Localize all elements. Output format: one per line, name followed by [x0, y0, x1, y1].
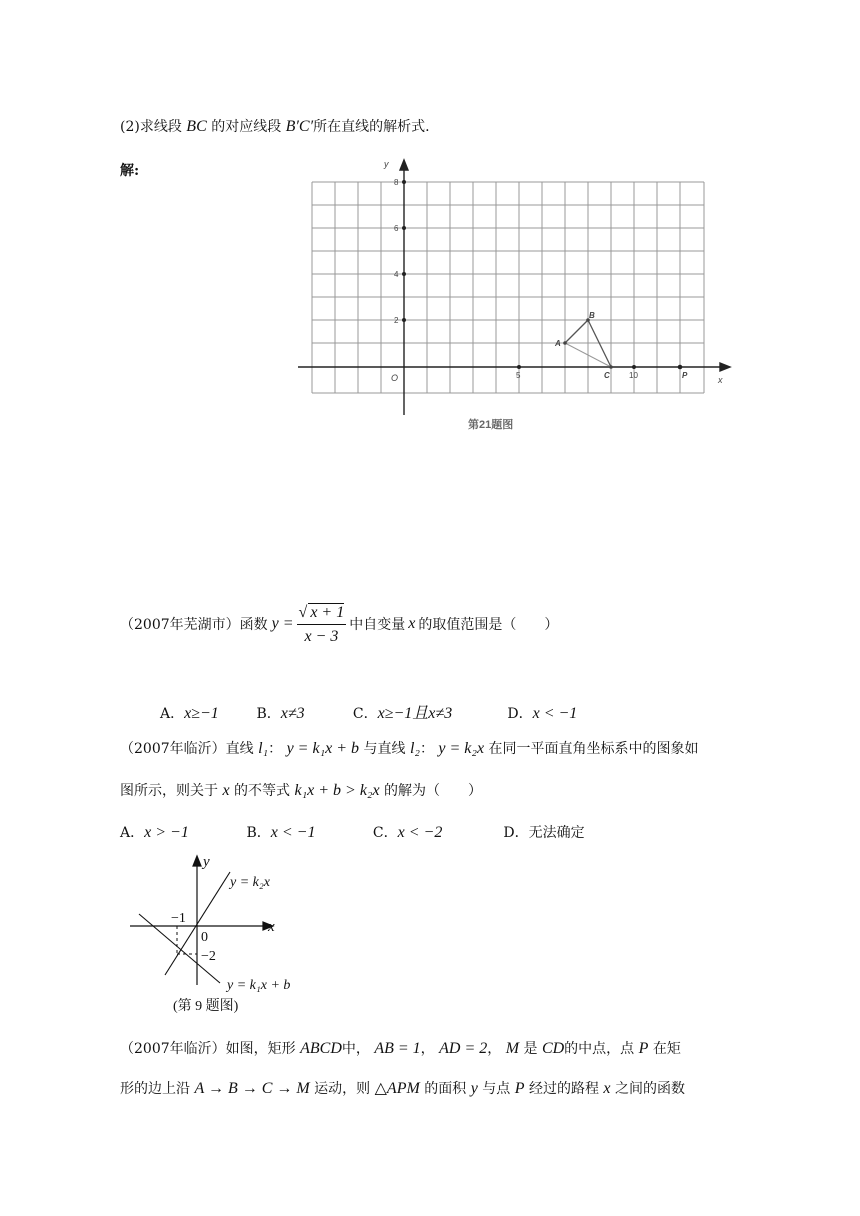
- text-segment: 是: [523, 1041, 538, 1057]
- option-c[interactable]: [373, 822, 499, 842]
- option-label: B．: [256, 706, 281, 722]
- text-segment: 与点: [482, 1081, 511, 1097]
- point-a-label: A: [555, 339, 561, 348]
- figure-caption: (第 9 题图): [173, 999, 239, 1014]
- question-linyi-1-line2: [120, 780, 482, 800]
- question-linyi-2-line2: [120, 1078, 685, 1098]
- text-segment: 运动，则: [314, 1081, 371, 1097]
- option-b[interactable]: [246, 822, 368, 842]
- text-segment: 形的边上沿: [120, 1081, 190, 1097]
- inequality: k₁x + b > k₂x: [294, 782, 380, 799]
- question-linyi-1-line1: [120, 738, 699, 758]
- text-segment: 的对应线段: [211, 119, 282, 135]
- label-neg1: −1: [171, 911, 186, 926]
- x-tick-5: 5: [516, 371, 521, 380]
- line-l2: l₂: [409, 740, 420, 757]
- equation-l1: y = k₁x + b: [286, 740, 360, 757]
- triangle-apm: △APM: [374, 1080, 420, 1097]
- motion-path: A → B → C → M: [194, 1080, 310, 1097]
- text-segment: 图所示，则关于: [120, 783, 218, 799]
- x-axis-label: x: [268, 919, 275, 935]
- question-source: （2007年临沂）直线: [120, 741, 254, 757]
- segment-bc-prime: B′C′: [285, 118, 314, 135]
- question-source: （2007年临沂）如图，矩形: [120, 1041, 296, 1057]
- text-segment: 求线段: [139, 119, 182, 135]
- axes: [298, 160, 730, 415]
- option-a[interactable]: [120, 822, 242, 842]
- y-axis-arrow: [400, 160, 408, 170]
- text-segment: 在矩: [652, 1041, 681, 1057]
- y-tick-8: 8: [394, 178, 399, 187]
- y-axis-label: y: [384, 159, 389, 169]
- line-k1-label: y = k₁x + b: [227, 978, 291, 993]
- point-m: M: [505, 1040, 520, 1057]
- option-text: x < −1: [532, 705, 578, 722]
- option-label: D．: [503, 825, 529, 841]
- y-tick-6: 6: [394, 224, 399, 233]
- option-label: A．: [120, 825, 145, 841]
- option-text: x≥−1: [184, 705, 219, 722]
- text-segment: 在同一平面直角坐标系中的图象如: [488, 741, 699, 757]
- question-wuhu: [120, 596, 558, 652]
- option-text: x≠3: [280, 705, 305, 722]
- option-label: C．: [372, 825, 398, 841]
- y-axis-label: y: [203, 854, 210, 870]
- point-p: P: [514, 1080, 525, 1097]
- segment-bc: BC: [186, 118, 207, 135]
- option-d[interactable]: [507, 703, 577, 723]
- fraction-numerator: x + 1: [310, 603, 345, 621]
- x-axis-label: x: [718, 375, 723, 385]
- point-p-label: P: [682, 371, 688, 380]
- length-ab: AB = 1: [374, 1040, 421, 1057]
- figure-caption: 第21题图: [468, 419, 514, 431]
- label-zero: 0: [201, 930, 208, 945]
- side-ab: [565, 320, 588, 343]
- option-c[interactable]: [353, 700, 503, 723]
- function-lhs: y =: [271, 615, 294, 632]
- text-segment: 的不等式: [234, 783, 291, 799]
- question-linyi-2-line1: [120, 1038, 681, 1058]
- fraction-denominator: x − 3: [304, 627, 339, 645]
- line-k2-label: y = k₂x: [230, 875, 270, 890]
- text-segment: 的解为（ ）: [384, 783, 483, 799]
- label-neg2: −2: [201, 949, 216, 964]
- variable-x: x: [408, 615, 416, 632]
- variable-x: x: [222, 782, 230, 799]
- linyi1-options: [120, 822, 585, 842]
- point-p: P: [638, 1040, 649, 1057]
- text-segment: 中，: [341, 1041, 370, 1057]
- option-label: C．: [352, 706, 378, 722]
- option-label: D．: [507, 706, 533, 722]
- text-segment: 的面积: [424, 1081, 467, 1097]
- solution-label: 解:: [120, 163, 140, 179]
- x-axis-arrow: [720, 363, 730, 371]
- y-axis-arrow: [193, 856, 201, 866]
- text-segment: 与直线: [363, 741, 406, 757]
- function-fraction: $\frac{√ x + 1}{x - 3}$: [298, 603, 345, 645]
- text-segment: ：: [419, 741, 434, 757]
- text-segment: 所在直线的解析式.: [313, 119, 430, 135]
- option-text: x > −1: [144, 824, 189, 841]
- segment-cd: CD: [541, 1040, 565, 1057]
- figure-9-graph: [125, 850, 315, 1020]
- origin-label: O: [391, 373, 399, 383]
- option-text: x < −2: [397, 824, 443, 841]
- point-b-label: B: [589, 311, 595, 320]
- text-segment: 中自变量: [349, 617, 406, 633]
- y-tick-4: 4: [394, 270, 399, 279]
- coordinate-grid-figure: [290, 150, 750, 440]
- part2-text: [120, 116, 430, 136]
- text-segment: 的取值范围是（ ）: [418, 617, 559, 633]
- option-text: 无法确定: [528, 825, 585, 841]
- text-segment: 的中点，点: [564, 1041, 635, 1057]
- line-l1: l₁: [258, 740, 269, 757]
- option-text: x < −1: [270, 824, 316, 841]
- wuhu-options: [160, 700, 577, 723]
- y-tick-2: 2: [394, 316, 399, 325]
- x-tick-10: 10: [629, 371, 638, 380]
- option-b[interactable]: [256, 703, 348, 723]
- text-segment: 经过的路程: [528, 1081, 599, 1097]
- text-segment: ，: [420, 1041, 435, 1057]
- text-segment: 之间的函数: [614, 1081, 685, 1097]
- option-label: A．: [160, 706, 185, 722]
- variable-y: y: [470, 1080, 478, 1097]
- part-label: (2): [120, 119, 140, 135]
- question-source: （2007年芜湖市）函数: [120, 617, 268, 633]
- option-d[interactable]: [503, 822, 584, 842]
- option-text: x≥−1且x≠3: [377, 705, 453, 722]
- rectangle-abcd: ABCD: [300, 1040, 342, 1057]
- text-segment: ，: [487, 1041, 502, 1057]
- point-c-label: C: [604, 371, 610, 380]
- grid-lines: [312, 182, 704, 393]
- option-a[interactable]: [160, 703, 252, 723]
- equation-l2: y = k₂x: [438, 740, 485, 757]
- length-ad: AD = 2: [439, 1040, 488, 1057]
- variable-x: x: [603, 1080, 611, 1097]
- option-label: B．: [246, 825, 271, 841]
- text-segment: ：: [268, 741, 283, 757]
